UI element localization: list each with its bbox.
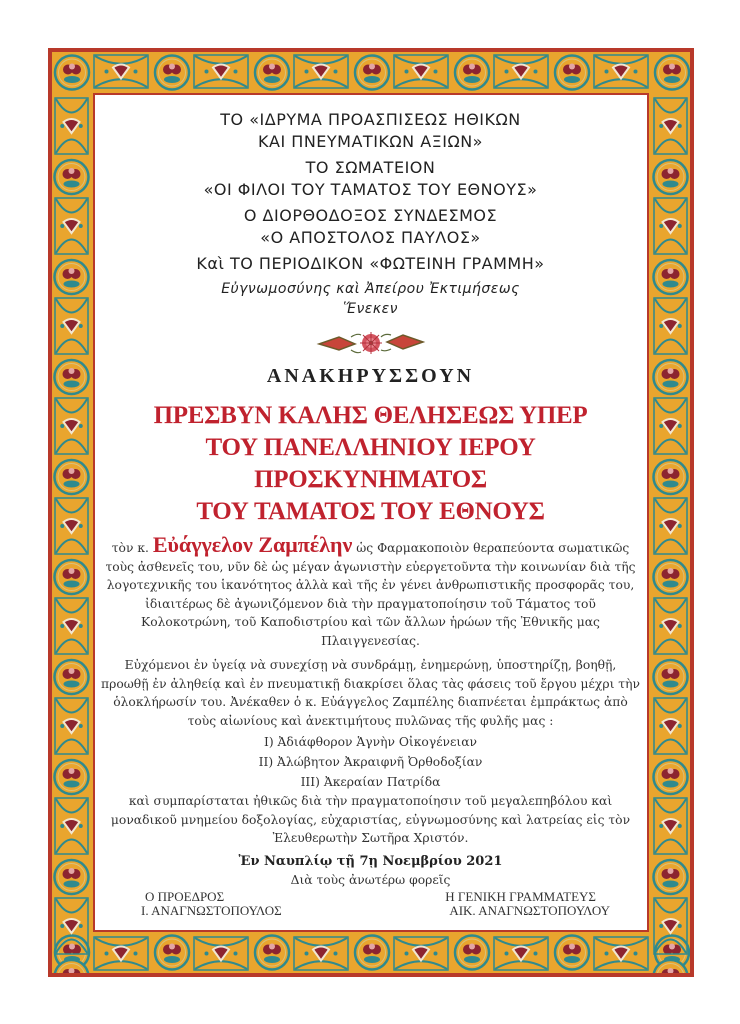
pillar-item: I) Ἀδιάφθορον Ἁγνὴν Οἰκογένειαν <box>263 735 478 749</box>
award-title-line: ΠΡΕΣΒΥΝ ΚΑΛΗΣ ΘΕΛΗΣΕΩΣ ΥΠΕΡ <box>153 402 588 429</box>
citation-text: ὡς Φαρμακοποιὸν θεραπεύοντα σωματικῶς τοὺς ἀσθενεῖς του, νῦν δὲ ὡς μέγαν ἀγωνιστὴν εὐεργετοῦντα τὴν κοινωνίαν διὰ τῆς λογοτεχνικῆς του ἱκανότητος ἀλλὰ καὶ τῆς ἐν γένει ἀνθρωπιστικῆς προσφορᾶς του, ἰδιαιτέρως δὲ ἀγωνιζόμενον διὰ τὴν πραγματοποίησιν τοῦ Τάματος τοῦ Κολοκοτρώνη, τοῦ Καποδιστρίου καὶ τῶν ἄλλων ἡρώων τῆς Ἐθνικῆς μας Πλαιγγενεσίας. <box>105 541 636 648</box>
president-role: Ο ΠΡΟΕΔΡΟΣ <box>145 889 225 904</box>
citation-paragraph <box>99 532 642 650</box>
on-behalf-line: Διὰ τοὺς ἀνωτέρω φορεῖς <box>290 872 451 887</box>
honoree-name: Εὐάγγελον Ζαμπέλην <box>152 532 353 557</box>
award-title-line: ΤΟΥ ΤΑΜΑΤΟΣ ΤΟΥ ΕΘΝΟΥΣ <box>196 498 545 525</box>
award-title <box>93 400 648 528</box>
issuer-line: «ΟΙ ΦΙΛΟΙ ΤΟΥ ΤΑΜΑΤΟΣ ΤΟΥ ΕΘΝΟΥΣ» <box>203 180 538 199</box>
pillar-item: II) Ἀλώβητον Ἀκραιφνῆ Ὀρθοδοξίαν <box>258 755 483 769</box>
secretary-role: Η ΓΕΝΙΚΗ ΓΡΑΜΜΑΤΕΥΣ <box>445 889 596 904</box>
pillar-item: III) Ἀκεραίαν Πατρίδα <box>300 775 441 789</box>
issuer-line: Καὶ ΤΟ ΠΕΡΙΟΔΙΚΟΝ «ΦΩΤΕΙΝΗ ΓΡΑΜΜΗ» <box>196 254 545 273</box>
certificate-content <box>93 93 648 933</box>
secretary-name: ΑΙΚ. ΑΝΑΓΝΩΣΤΟΠΟΥΛΟΥ <box>449 903 610 918</box>
president-name: Ι. ΑΝΑΓΝΩΣΤΟΠΟΥΛΟΣ <box>141 903 282 918</box>
honoree-prefix: τὸν κ. <box>111 541 149 555</box>
award-title-line: ΤΟΥ ΠΑΝΕΛΛΗΝΙΟΥ ΙΕΡΟΥ ΠΡΟΣΚΥΝΗΜΑΤΟΣ <box>205 434 536 493</box>
signatory-names <box>93 903 648 919</box>
issuer-line: ΚΑΙ ΠΝΕΥΜΑΤΙΚΩΝ ΑΞΙΩΝ» <box>258 132 483 151</box>
floral-ornament-icon <box>311 329 431 357</box>
issuer-line: ΤΟ «ΙΔΡΥΜΑ ΠΡΟΑΣΠΙΣΕΩΣ ΗΘΙΚΩΝ <box>220 110 521 129</box>
issuers-block <box>93 109 648 319</box>
date-line: Ἐν Ναυπλίῳ τῇ 7ῃ Νοεμβρίου 2021 <box>238 853 503 869</box>
issuer-line: «Ο ΑΠΟΣΤΟΛΟΣ ΠΑΥΛΟΣ» <box>260 228 481 247</box>
issuer-line: Εὐγνωμοσύνης καὶ Ἀπείρου Ἐκτιμήσεως <box>221 281 520 297</box>
wishes-paragraph: Εὐχόμενοι ἐν ὑγείᾳ νὰ συνεχίσῃ νὰ συνδράμῃ, ἐνημερώνῃ, ὑποστηρίζῃ, βοηθῇ, προωθῇ ἐν ἀληθείᾳ καὶ ἐν πνευματικῇ διακρίσει ὅλας τὰς φάσεις τοῦ ἔργου μέχρι τὴν ὁλοκλήρωσίν του. Ἀνέκαθεν ὁ κ. Εὐάγγελος Ζαμπέλης διαπνέεται ἐμπράκτως ἀπὸ τοὺς αἰωνίους καὶ ἀνεκτιμήτους πυλῶνας τῆς φυλῆς μας : <box>101 658 640 728</box>
issuer-line: ΤΟ ΣΩΜΑΤΕΙΟΝ <box>305 158 436 177</box>
pillars-list <box>93 732 648 792</box>
issuer-line: Ἕνεκεν <box>342 301 398 317</box>
issuer-line: Ο ΔΙΟΡΘΟΔΟΞΟΣ ΣΥΝΔΕΣΜΟΣ <box>243 206 498 225</box>
proclamation-heading: ΑΝΑΚΗΡΥΣΣΟΥΝ <box>266 365 475 387</box>
support-paragraph: καὶ συμπαρίσταται ἠθικῶς διὰ τὴν πραγματοποίησιν τοῦ μεγαλεπηβόλου καὶ μοναδικοῦ μνημείου δοξολογίας, εὐχαριστίας, εὐγνωμοσύνης καὶ λατρείας εἰς τὸν Ἐλευθερωτὴν Σωτῆρα Χριστόν. <box>110 794 631 845</box>
